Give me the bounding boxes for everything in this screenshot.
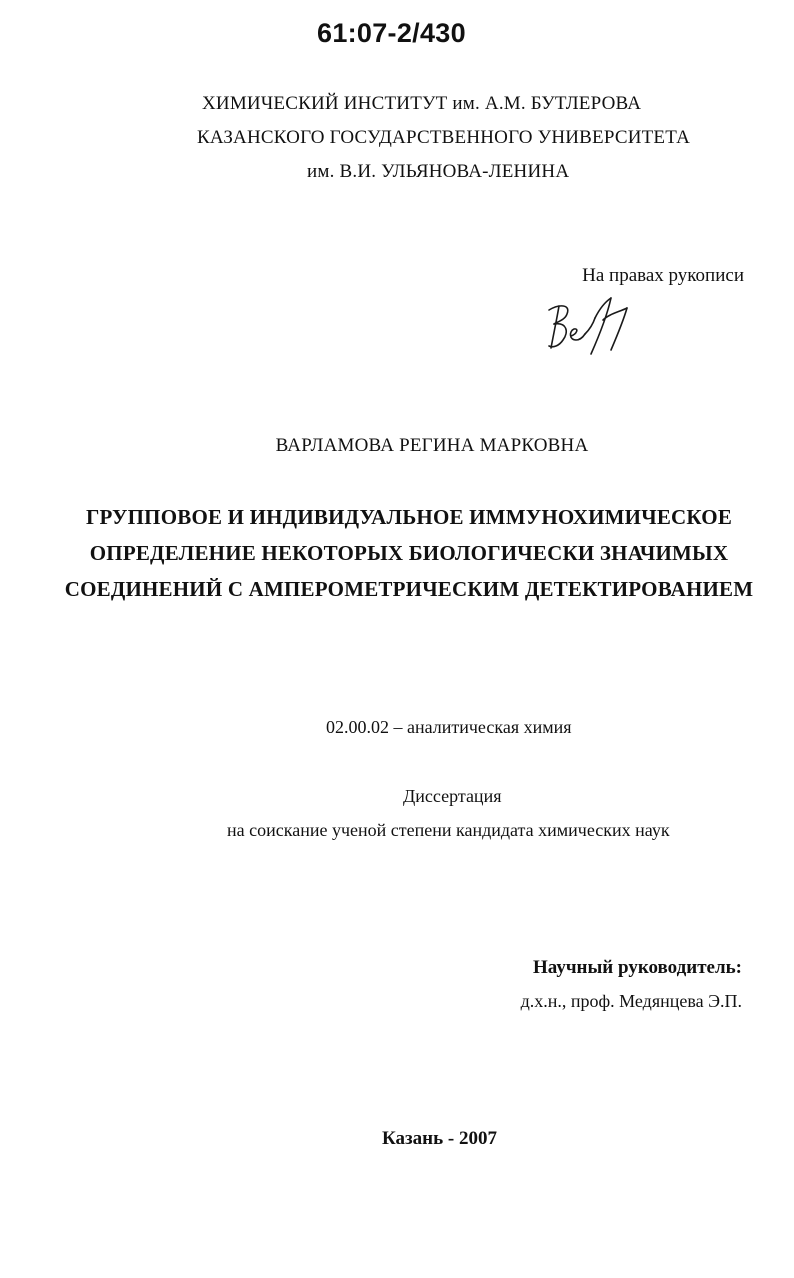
author-name: ВАРЛАМОВА РЕГИНА МАРКОВНА xyxy=(275,435,589,456)
institution-line-2: КАЗАНСКОГО ГОСУДАРСТВЕННОГО УНИВЕРСИТЕТА xyxy=(197,127,691,148)
city-year: Казань - 2007 xyxy=(382,1128,497,1149)
title-line-2: ОПРЕДЕЛЕНИЕ НЕКОТОРЫХ БИОЛОГИЧЕСКИ ЗНАЧИМЫХ xyxy=(89,541,729,565)
rights-note: На правах рукописи xyxy=(582,265,744,286)
dissertation-label: Диссертация xyxy=(403,786,502,806)
institution-line-1: ХИМИЧЕСКИЙ ИНСТИТУТ им. А.М. БУТЛЕРОВА xyxy=(202,93,642,114)
specialty-code: 02.00.02 – аналитическая химия xyxy=(326,717,572,737)
supervisor-label: Научный руководитель: xyxy=(533,957,742,978)
institution-line-3: им. В.И. УЛЬЯНОВА-ЛЕНИНА xyxy=(307,161,570,182)
title-line-1: ГРУППОВОЕ И ИНДИВИДУАЛЬНОЕ ИММУНОХИМИЧЕСКОЕ xyxy=(85,505,733,529)
degree-line: на соискание ученой степени кандидата химических наук xyxy=(227,820,670,840)
archive-code: 61:07-2/430 xyxy=(317,18,466,48)
title-line-3: СОЕДИНЕНИЙ С АМПЕРОМЕТРИЧЕСКИМ ДЕТЕКТИРОВАНИЕМ xyxy=(64,577,754,601)
supervisor-name: д.х.н., проф. Медянцева Э.П. xyxy=(520,991,742,1011)
handwritten-signature-icon xyxy=(545,296,637,360)
